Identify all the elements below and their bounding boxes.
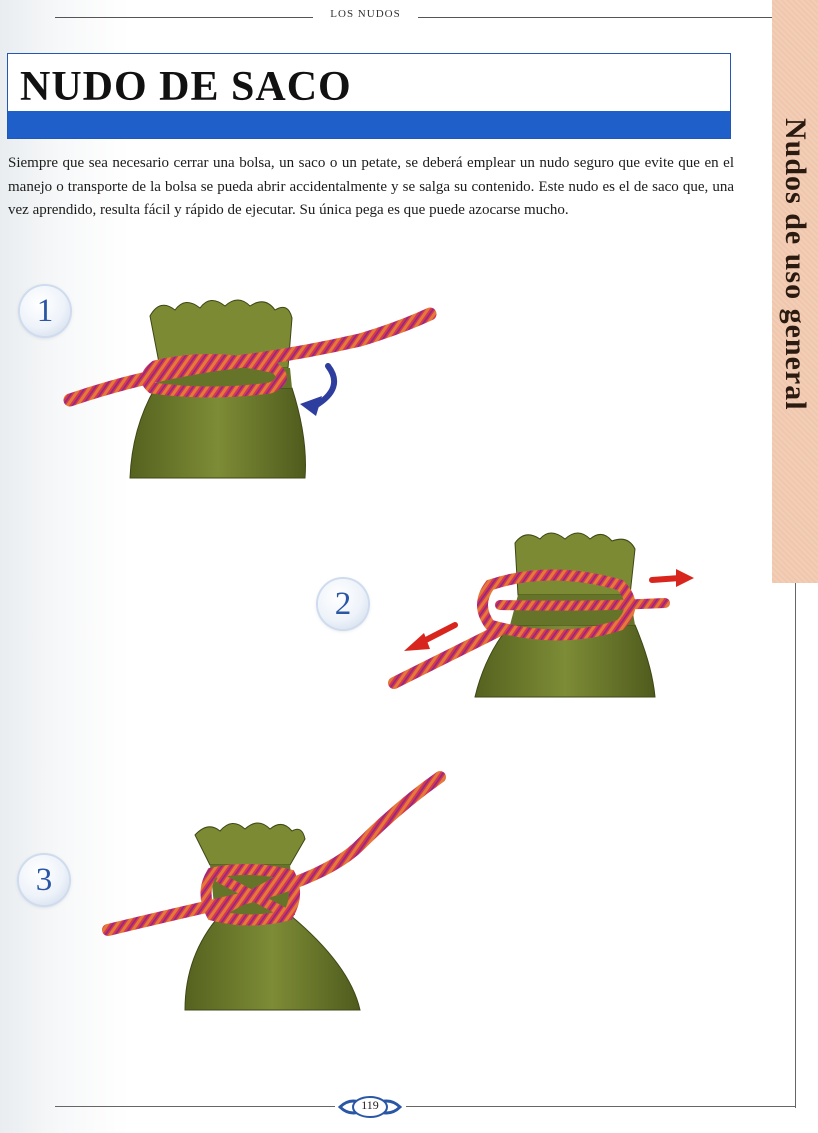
header-rule-left <box>55 17 313 18</box>
footer-rule-right <box>406 1106 795 1107</box>
header-rule-right <box>418 17 773 18</box>
title-bar <box>8 111 730 138</box>
step-1-illustration <box>60 288 450 488</box>
step-number-3: 3 <box>19 855 69 905</box>
page-title: NUDO DE SACO <box>20 64 352 110</box>
footer-rule-left <box>55 1106 335 1107</box>
step-number-2: 2 <box>318 579 368 629</box>
page-number-ornament <box>334 1093 406 1121</box>
margin-rule <box>795 583 796 1108</box>
step-number-1: 1 <box>20 286 70 336</box>
section-tab <box>772 0 818 583</box>
step-3-illustration <box>100 765 470 1015</box>
page-number: 119 <box>361 1098 379 1112</box>
title-box <box>7 53 731 139</box>
running-title: LOS NUDOS <box>330 8 401 20</box>
intro-paragraph: Siempre que sea necesario cerrar una bolsa, un saco o un petate, se deberá emplear un nudo seguro que evite que en el manejo o transporte de la bolsa se pueda abrir accidentalmente y se salga su contenido. Este nudo es el de saco que, una vez aprendido, resulta fácil y rápido de ejecutar. Su única pega es que puede azocarse mucho. <box>8 155 734 218</box>
section-tab-label: Nudos de uso general <box>779 118 812 411</box>
step-2-illustration <box>380 525 710 705</box>
running-header <box>0 6 775 26</box>
